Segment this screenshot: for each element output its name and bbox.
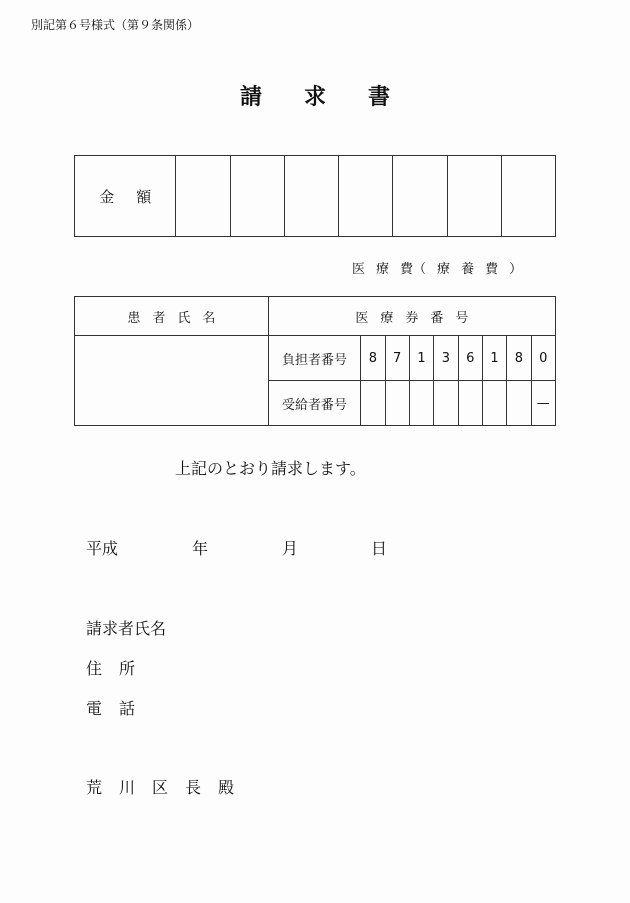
amount-digit-cell[interactable] [176,156,230,237]
day-label: 日 [371,539,388,558]
payer-digit: 0 [531,336,555,381]
recipient-digit[interactable] [385,381,409,426]
payer-digit: 1 [482,336,506,381]
amount-digit-cell[interactable] [501,156,555,237]
form-number-note: 別記第６号様式（第９条関係） [31,18,200,32]
recipient-digit[interactable] [458,381,482,426]
recipient-digit[interactable] [434,381,458,426]
payer-digit: 3 [434,336,458,381]
payer-digit: 8 [361,336,385,381]
claimant-name-label: 請求者氏名 [86,619,167,638]
recipient-number-label: 受給者番号 [268,381,360,426]
patient-name-header: 患 者 氏 名 [75,297,269,336]
month-label: 月 [282,539,299,558]
era-label: 平成 [86,539,119,558]
document-title [0,80,630,111]
payer-number-label: 負担者番号 [268,336,360,381]
amount-digit-cell[interactable] [339,156,393,237]
payer-digit: 8 [507,336,531,381]
payer-digit: 1 [409,336,433,381]
amount-digit-cell[interactable] [447,156,501,237]
medical-ticket-header: 医 療 券 番 号 [268,297,555,336]
phone-label: 電 話 [86,699,136,718]
title-char: 書 [368,84,391,110]
claim-statement: 上記のとおり請求します。 [175,459,366,478]
amount-digit-cell[interactable] [284,156,338,237]
recipient-digit[interactable] [409,381,433,426]
recipient-digit[interactable] [361,381,385,426]
amount-digit-cell[interactable] [230,156,284,237]
title-char: 請 [239,84,262,110]
amount-label: 金 額 [75,156,176,237]
amount-digit-cell[interactable] [393,156,447,237]
payer-digit: 6 [458,336,482,381]
patient-table [74,296,556,426]
address-label: 住 所 [86,659,136,678]
recipient-digit[interactable] [507,381,531,426]
recipient-digit[interactable] [482,381,506,426]
title-char: 求 [303,84,326,110]
expense-type-label: 医 療 費（ 療 養 費 ） [352,262,523,277]
recipient-digit: — [531,381,555,426]
payer-digit: 7 [385,336,409,381]
amount-table [74,155,556,237]
patient-name-field[interactable] [75,336,269,426]
addressee: 荒 川 区 長 殿 [86,778,235,797]
year-label: 年 [192,539,209,558]
